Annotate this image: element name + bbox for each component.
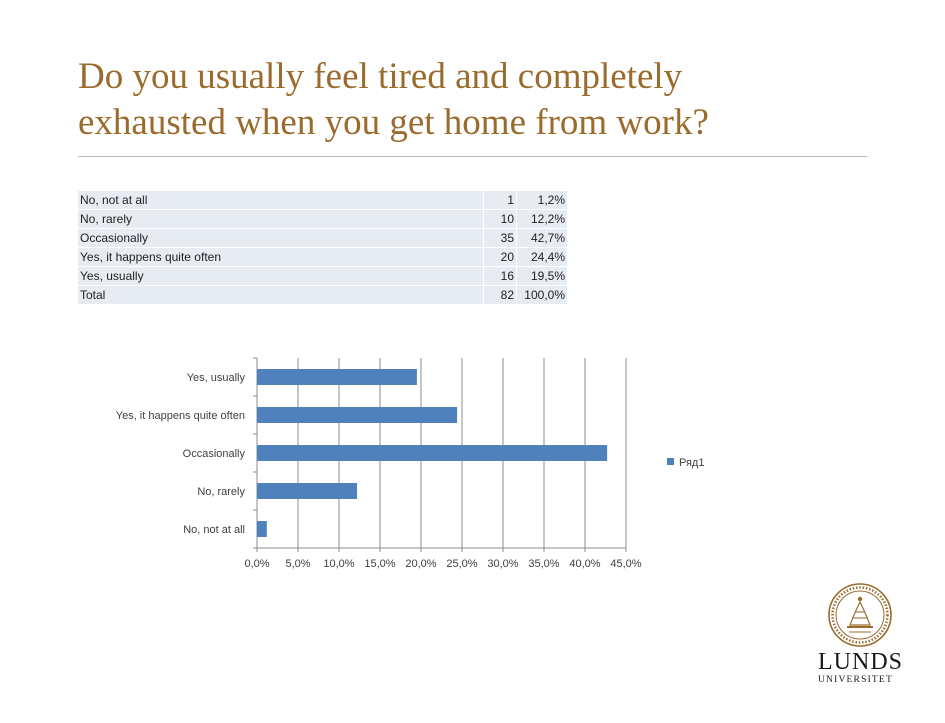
row-percent: 24,4% — [517, 248, 568, 267]
x-tick-label: 5,0% — [285, 558, 311, 570]
row-percent: 42,7% — [517, 229, 568, 248]
row-percent: 1,2% — [517, 191, 568, 210]
row-count: 10 — [484, 210, 517, 229]
y-tick-label: No, not at all — [183, 524, 245, 536]
y-tick-label: Yes, it happens quite often — [115, 410, 245, 422]
title-line-2: exhausted when you get home from work? — [78, 102, 709, 143]
x-tick-label: 0,0% — [244, 558, 270, 570]
row-count: 1 — [484, 191, 517, 210]
wordmark-line-1: LUNDS — [818, 649, 904, 675]
x-tick-label: 20,0% — [405, 558, 437, 570]
title-line-1: Do you usually feel tired and completely — [78, 56, 683, 97]
row-label: Occasionally — [78, 229, 484, 248]
row-label: Total — [78, 286, 484, 305]
university-seal-icon — [825, 582, 895, 648]
row-count: 16 — [484, 267, 517, 286]
row-label: Yes, usually — [78, 267, 484, 286]
x-tick-label: 15,0% — [364, 558, 396, 570]
row-count: 35 — [484, 229, 517, 248]
wordmark-line-2: UNIVERSITET — [818, 675, 893, 685]
x-tick-label: 30,0% — [487, 558, 519, 570]
bar — [257, 521, 267, 537]
legend-swatch — [667, 458, 674, 465]
bar — [257, 407, 457, 423]
row-label: No, rarely — [78, 210, 484, 229]
x-tick-label: 35,0% — [528, 558, 560, 570]
bar — [257, 445, 607, 461]
row-count: 82 — [484, 286, 517, 305]
row-percent: 100,0% — [517, 286, 568, 305]
x-tick-label: 40,0% — [569, 558, 601, 570]
x-tick-label: 45,0% — [610, 558, 642, 570]
row-percent: 12,2% — [517, 210, 568, 229]
row-count: 20 — [484, 248, 517, 267]
bar — [257, 369, 417, 385]
row-percent: 19,5% — [517, 267, 568, 286]
row-label: Yes, it happens quite often — [78, 248, 484, 267]
y-tick-label: Occasionally — [182, 448, 245, 460]
y-tick-label: No, rarely — [197, 486, 245, 498]
bar — [257, 483, 357, 499]
row-label: No, not at all — [78, 191, 484, 210]
x-tick-label: 10,0% — [323, 558, 355, 570]
university-wordmark — [818, 650, 908, 686]
x-tick-label: 25,0% — [446, 558, 478, 570]
y-tick-label: Yes, usually — [186, 372, 245, 384]
legend-label: Ряд1 — [679, 457, 705, 469]
